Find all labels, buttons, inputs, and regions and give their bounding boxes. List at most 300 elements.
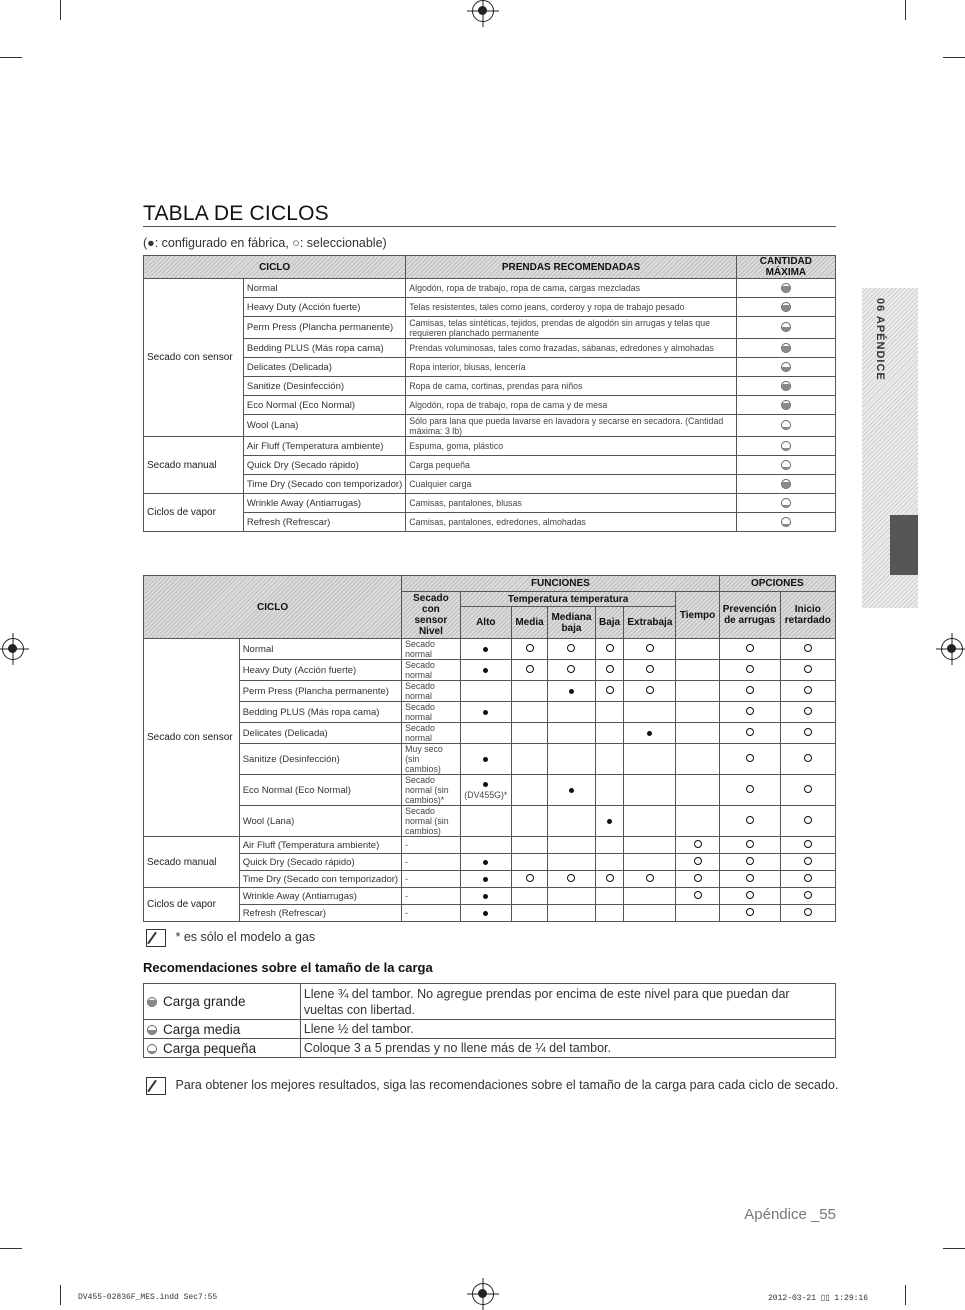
table2-mark-cell [676, 723, 719, 744]
table2-mark-cell [780, 681, 835, 702]
table2-mark-cell [511, 744, 547, 775]
table2-mark-cell [676, 660, 719, 681]
factory-default-dot-icon [483, 668, 488, 673]
load-size-row [144, 1020, 836, 1039]
table1-header-cantidad: CANTIDAD MÁXIMA [736, 256, 835, 279]
gas-note [146, 929, 315, 947]
table2-mark-cell [548, 888, 596, 905]
table2-sensor-level: - [402, 888, 461, 905]
factory-default-dot-icon [483, 757, 488, 762]
section-side-marker [890, 515, 918, 575]
table2-mark-cell [511, 702, 547, 723]
table1-recommended-items: Espuma, goma, plástico [406, 437, 736, 456]
table1-cycle-name: Wrinkle Away (Antiarrugas) [243, 494, 405, 513]
table2-mark-cell [548, 837, 596, 854]
table2-mark-cell [595, 681, 624, 702]
crop-mark [0, 57, 22, 58]
table2-mark-cell [595, 660, 624, 681]
table2-header-extrabaja: Extrabaja [624, 607, 676, 639]
table1-max-load [736, 377, 835, 396]
table2-mark-cell [780, 871, 835, 888]
table2-row [144, 837, 836, 854]
table2-mark-cell [548, 871, 596, 888]
load-level-icon [781, 498, 791, 508]
selectable-ring-icon [804, 840, 812, 848]
table2-cycle-name: Wrinkle Away (Antiarrugas) [239, 888, 401, 905]
table1-max-load [736, 358, 835, 377]
table1-cycle-name: Wool (Lana) [243, 415, 405, 437]
table2-mark-cell [548, 702, 596, 723]
table2-mark-cell [676, 744, 719, 775]
selectable-ring-icon [804, 785, 812, 793]
table2-mark-cell [511, 837, 547, 854]
table1-row [144, 339, 836, 358]
crop-mark [60, 1285, 61, 1305]
table2-mark-cell [780, 905, 835, 922]
table2-mark-cell [460, 681, 511, 702]
selectable-ring-icon [746, 840, 754, 848]
load-level-icon [781, 381, 791, 391]
page-title: TABLA DE CICLOS [143, 202, 329, 225]
selectable-ring-icon [746, 665, 754, 673]
table2-cycle-name: Quick Dry (Secado rápido) [239, 854, 401, 871]
selectable-ring-icon [646, 665, 654, 673]
table1-max-load [736, 317, 835, 339]
table1-row [144, 377, 836, 396]
table2-mark-cell [676, 854, 719, 871]
page-number: Apéndice _55 [744, 1206, 836, 1223]
selectable-ring-icon [606, 874, 614, 882]
selectable-ring-icon [804, 874, 812, 882]
note-icon [146, 929, 166, 947]
load-level-fill [782, 327, 790, 331]
table1-max-load [736, 415, 835, 437]
table1-cycle-name: Sanitize (Desinfección) [243, 377, 405, 396]
table2-mark-cell [548, 854, 596, 871]
table2-mark-cell [511, 905, 547, 922]
load-level-fill [782, 482, 790, 488]
table2-mark-cell [511, 660, 547, 681]
selectable-ring-icon [606, 665, 614, 673]
table1-recommended-items: Ropa de cama, cortinas, prendas para niños [406, 377, 736, 396]
table2-mark-cell [780, 806, 835, 837]
table2-cycle-name: Normal [239, 639, 401, 660]
table1-group-label: Secado con sensor [144, 279, 244, 437]
table2-mark-cell [719, 888, 780, 905]
table2-group-label: Secado con sensor [144, 639, 240, 837]
load-level-fill [782, 384, 790, 390]
table1-cycle-name: Time Dry (Secado con temporizador) [243, 475, 405, 494]
selectable-ring-icon [746, 874, 754, 882]
table2-sensor-level: - [402, 871, 461, 888]
table2-sensor-level: - [402, 837, 461, 854]
table2-mark-cell [624, 905, 676, 922]
table2-mark-cell [780, 702, 835, 723]
table2-mark-cell [719, 871, 780, 888]
table1-recommended-items: Camisas, telas sintéticas, tejidos, prendas de algodón sin arrugas y telas que requieren planchado permanente [406, 317, 736, 339]
table2-mark-cell [460, 854, 511, 871]
table2-mark-cell [595, 905, 624, 922]
table2-cycle-name: Refresh (Refrescar) [239, 905, 401, 922]
table2-sensor-level: - [402, 905, 461, 922]
table2-mark-cell [624, 723, 676, 744]
load-level-icon [147, 1025, 157, 1035]
table2-mark-cell [548, 905, 596, 922]
table1-row [144, 456, 836, 475]
table1-row [144, 358, 836, 377]
gas-note-text: * es sólo el modelo a gas [175, 930, 316, 945]
selectable-ring-icon [526, 874, 534, 882]
table2-mark-cell [719, 660, 780, 681]
load-level-icon [781, 302, 791, 312]
crop-mark [905, 0, 906, 20]
factory-default-dot-icon [569, 788, 574, 793]
table2-mark-cell [719, 681, 780, 702]
load-level-icon [781, 460, 791, 470]
table2-mark-cell [511, 723, 547, 744]
legend-text: (●: configurado en fábrica, ○: seleccionable) [143, 236, 387, 250]
table2-mark-cell [460, 905, 511, 922]
table1-max-load [736, 513, 835, 532]
table1-row [144, 513, 836, 532]
table2-mark-cell [595, 639, 624, 660]
factory-default-dot-icon [483, 894, 488, 899]
table2-sensor-level: Muy seco (sin cambios) [402, 744, 461, 775]
table2-row [144, 723, 836, 744]
factory-default-dot-icon [647, 731, 652, 736]
selectable-ring-icon [804, 816, 812, 824]
load-level-icon [147, 1044, 157, 1054]
table2-sensor-level: Secado normal (sin cambios)* [402, 775, 461, 806]
selectable-ring-icon [646, 644, 654, 652]
table2-header-media: Media [511, 607, 547, 639]
table1-recommended-items: Ropa interior, blusas, lencería [406, 358, 736, 377]
table2-mark-cell [595, 871, 624, 888]
table2-mark-cell [624, 837, 676, 854]
selectable-ring-icon [526, 665, 534, 673]
table2-mark-cell [460, 639, 511, 660]
table2-mark-cell [460, 888, 511, 905]
table2-mark-cell [676, 837, 719, 854]
table1-cycle-name: Normal [243, 279, 405, 298]
selectable-ring-icon [567, 874, 575, 882]
table1-row [144, 475, 836, 494]
table2-mark-cell [460, 871, 511, 888]
table2-row [144, 806, 836, 837]
table1-max-load [736, 279, 835, 298]
selectable-ring-icon [526, 644, 534, 652]
factory-default-dot-icon [483, 647, 488, 652]
load-size-text: Llene ½ del tambor. [300, 1020, 835, 1039]
selectable-ring-icon [694, 891, 702, 899]
selectable-ring-icon [746, 728, 754, 736]
table2-mark-cell [548, 744, 596, 775]
registration-mark-icon [2, 638, 24, 660]
load-size-text: Coloque 3 a 5 prendas y no llene más de ¼ del tambor. [300, 1039, 835, 1058]
table1-row [144, 279, 836, 298]
selectable-ring-icon [804, 857, 812, 865]
table2-mark-cell [595, 806, 624, 837]
load-size-label-cell [144, 1039, 301, 1058]
table1-recommended-items: Algodón, ropa de trabajo, ropa de cama y de mesa [406, 396, 736, 415]
load-level-fill [782, 448, 790, 450]
table2-row [144, 744, 836, 775]
table1-recommended-items: Cualquier carga [406, 475, 736, 494]
table2-cycle-name: Perm Press (Plancha permanente) [239, 681, 401, 702]
table2-cycle-name: Bedding PLUS (Más ropa cama) [239, 702, 401, 723]
table1-row [144, 415, 836, 437]
load-size-label: Carga pequeña [163, 1040, 257, 1056]
load-level-icon [781, 479, 791, 489]
selectable-ring-icon [606, 686, 614, 694]
table2-mark-cell [624, 702, 676, 723]
table2-mark-cell [460, 702, 511, 723]
load-level-fill [782, 427, 790, 429]
table1-cycle-name: Delicates (Delicada) [243, 358, 405, 377]
table2-mark-cell [460, 837, 511, 854]
selectable-ring-icon [746, 644, 754, 652]
selectable-ring-icon [746, 754, 754, 762]
table1-row [144, 298, 836, 317]
factory-default-dot-icon [483, 860, 488, 865]
table2-mark-cell [719, 775, 780, 806]
table2-cycle-name: Wool (Lana) [239, 806, 401, 837]
load-level-icon [781, 283, 791, 293]
registration-mark-icon [472, 1283, 494, 1305]
table2-row [144, 702, 836, 723]
table2-header-temperatura: Temperatura temperatura [460, 592, 676, 607]
load-level-fill [782, 305, 790, 311]
table1-recommended-items: Telas resistentes, tales como jeans, corderoy y ropa de trabajo pesado [406, 298, 736, 317]
table2-mark-cell [511, 775, 547, 806]
load-level-fill [782, 367, 790, 371]
table2-header-baja: Baja [595, 607, 624, 639]
table2-row [144, 871, 836, 888]
registration-mark-icon [472, 0, 494, 22]
table2-header-ciclo: CICLO [144, 576, 402, 639]
crop-mark [0, 1248, 22, 1249]
selectable-ring-icon [646, 686, 654, 694]
selectable-ring-icon [606, 644, 614, 652]
table2-mark-cell [624, 775, 676, 806]
section-side-label: 06 APÉNDICE [874, 298, 886, 381]
load-level-icon [781, 400, 791, 410]
table2-header-funciones: FUNCIONES [402, 576, 720, 592]
load-level-fill [782, 524, 790, 526]
table1-max-load [736, 298, 835, 317]
table1-max-load [736, 396, 835, 415]
factory-default-dot-icon [483, 710, 488, 715]
note-icon [146, 1077, 166, 1095]
table2-mark-cell [511, 681, 547, 702]
selectable-ring-icon [567, 665, 575, 673]
table2-mark-cell [676, 639, 719, 660]
load-level-fill [148, 1051, 156, 1053]
table2-mark-cell [719, 744, 780, 775]
table2-alto-note: (DV455G)* [464, 790, 508, 800]
table1-group-label: Ciclos de vapor [144, 494, 244, 532]
title-rule [143, 226, 836, 227]
table1-row [144, 317, 836, 339]
table1-max-load [736, 437, 835, 456]
selectable-ring-icon [746, 785, 754, 793]
table2-mark-cell [511, 639, 547, 660]
table2-mark-cell [595, 888, 624, 905]
table2-cycle-name: Delicates (Delicada) [239, 723, 401, 744]
table2-mark-cell [624, 854, 676, 871]
selectable-ring-icon [746, 686, 754, 694]
table2-mark-cell [719, 905, 780, 922]
table2-sensor-level: - [402, 854, 461, 871]
selectable-ring-icon [694, 857, 702, 865]
load-level-icon [147, 997, 157, 1007]
table2-mark-cell [595, 744, 624, 775]
table2-mark-cell [624, 660, 676, 681]
load-size-row [144, 984, 836, 1020]
table2-row [144, 681, 836, 702]
table2-mark-cell [719, 806, 780, 837]
selectable-ring-icon [804, 707, 812, 715]
load-level-fill [782, 346, 790, 352]
table2-mark-cell [460, 775, 511, 806]
table1-cycle-name: Heavy Duty (Acción fuerte) [243, 298, 405, 317]
selectable-ring-icon [746, 891, 754, 899]
table2-mark-cell [595, 837, 624, 854]
table1-header-prendas: PRENDAS RECOMENDADAS [406, 256, 736, 279]
selectable-ring-icon [746, 707, 754, 715]
table2-header-tiempo: Tiempo [676, 592, 719, 639]
factory-default-dot-icon [569, 689, 574, 694]
table2-mark-cell [511, 888, 547, 905]
table2-header-prevencion: Prevención de arrugas [719, 592, 780, 639]
table2-mark-cell [595, 854, 624, 871]
table2-mark-cell [511, 806, 547, 837]
load-level-icon [781, 343, 791, 353]
table1-recommended-items: Camisas, pantalones, blusas [406, 494, 736, 513]
table1-recommended-items: Camisas, pantalones, edredones, almohadas [406, 513, 736, 532]
table2-mark-cell [595, 723, 624, 744]
table2-sensor-level: Secado normal (sin cambios) [402, 806, 461, 837]
factory-default-dot-icon [607, 819, 612, 824]
table2-group-label: Ciclos de vapor [144, 888, 240, 922]
load-level-icon [781, 441, 791, 451]
table1-row [144, 437, 836, 456]
load-level-fill [782, 286, 790, 292]
load-level-fill [782, 505, 790, 507]
selectable-ring-icon [804, 754, 812, 762]
table2-row [144, 660, 836, 681]
bottom-note-text: Para obtener los mejores resultados, siga las recomendaciones sobre el tamaño de la carga para cada ciclo de secado. [175, 1078, 839, 1093]
table2-sensor-level: Secado normal [402, 723, 461, 744]
table2-mark-cell [548, 723, 596, 744]
table2-mark-cell [460, 806, 511, 837]
table2-mark-cell [460, 723, 511, 744]
load-level-fill [782, 467, 790, 469]
selectable-ring-icon [804, 728, 812, 736]
table2-mark-cell [548, 775, 596, 806]
table2-mark-cell [719, 837, 780, 854]
selectable-ring-icon [694, 874, 702, 882]
table2-header-inicio: Inicio retardado [780, 592, 835, 639]
table2-mark-cell [676, 905, 719, 922]
table1-cycle-name: Bedding PLUS (Más ropa cama) [243, 339, 405, 358]
table2-mark-cell [548, 639, 596, 660]
table2-header-sensor: Secado con sensor Nivel [402, 592, 461, 639]
table1-cycle-name: Eco Normal (Eco Normal) [243, 396, 405, 415]
table2-sensor-level: Secado normal [402, 681, 461, 702]
load-level-icon [781, 517, 791, 527]
table2-mark-cell [719, 702, 780, 723]
crop-mark [60, 0, 61, 20]
factory-default-dot-icon [483, 877, 488, 882]
selectable-ring-icon [746, 908, 754, 916]
registration-mark-icon [941, 638, 963, 660]
table2-cycle-name: Eco Normal (Eco Normal) [239, 775, 401, 806]
table1-recommended-items: Sólo para lana que pueda lavarse en lavadora y secarse en secadora. (Cantidad máxima: 3 lb) [406, 415, 736, 437]
table1-cycle-name: Refresh (Refrescar) [243, 513, 405, 532]
table2-mark-cell [624, 806, 676, 837]
crop-mark [943, 57, 965, 58]
table2-mark-cell [548, 660, 596, 681]
load-level-icon [781, 420, 791, 430]
table2-mark-cell [460, 744, 511, 775]
selectable-ring-icon [746, 816, 754, 824]
table2-cycle-name: Heavy Duty (Acción fuerte) [239, 660, 401, 681]
table2-mark-cell [719, 723, 780, 744]
selectable-ring-icon [646, 874, 654, 882]
load-level-fill [148, 1030, 156, 1034]
table2-mark-cell [780, 639, 835, 660]
load-level-fill [148, 1000, 156, 1006]
table1-max-load [736, 456, 835, 475]
table2-sensor-level: Secado normal [402, 702, 461, 723]
table2-cycle-name: Sanitize (Desinfección) [239, 744, 401, 775]
table2-header-alto: Alto [460, 607, 511, 639]
table2-cycle-name: Air Fluff (Temperatura ambiente) [239, 837, 401, 854]
table2-row [144, 775, 836, 806]
table2-mark-cell [460, 660, 511, 681]
table2-mark-cell [780, 775, 835, 806]
load-level-fill [782, 403, 790, 409]
table2-row [144, 905, 836, 922]
selectable-ring-icon [746, 857, 754, 865]
factory-default-dot-icon [483, 782, 488, 787]
crop-mark [943, 1248, 965, 1249]
table2-row [144, 854, 836, 871]
table2-mark-cell [780, 888, 835, 905]
crop-mark [905, 1285, 906, 1305]
selectable-ring-icon [804, 891, 812, 899]
table2-group-label: Secado manual [144, 837, 240, 888]
footer-file: DV455-02836F_MES.indd Sec7:55 [78, 1293, 218, 1302]
cycles-recommendations-table [143, 255, 836, 532]
selectable-ring-icon [804, 665, 812, 673]
table2-mark-cell [595, 775, 624, 806]
table1-row [144, 494, 836, 513]
table2-mark-cell [548, 681, 596, 702]
load-section-title: Recomendaciones sobre el tamaño de la carga [143, 960, 433, 975]
selectable-ring-icon [804, 686, 812, 694]
load-level-icon [781, 322, 791, 332]
table1-recommended-items: Algodón, ropa de trabajo, ropa de cama, cargas mezcladas [406, 279, 736, 298]
table2-mark-cell [780, 837, 835, 854]
table2-mark-cell [511, 871, 547, 888]
selectable-ring-icon [804, 644, 812, 652]
table2-mark-cell [780, 660, 835, 681]
table2-header-opciones: OPCIONES [719, 576, 835, 592]
table2-mark-cell [548, 806, 596, 837]
factory-default-dot-icon [483, 911, 488, 916]
